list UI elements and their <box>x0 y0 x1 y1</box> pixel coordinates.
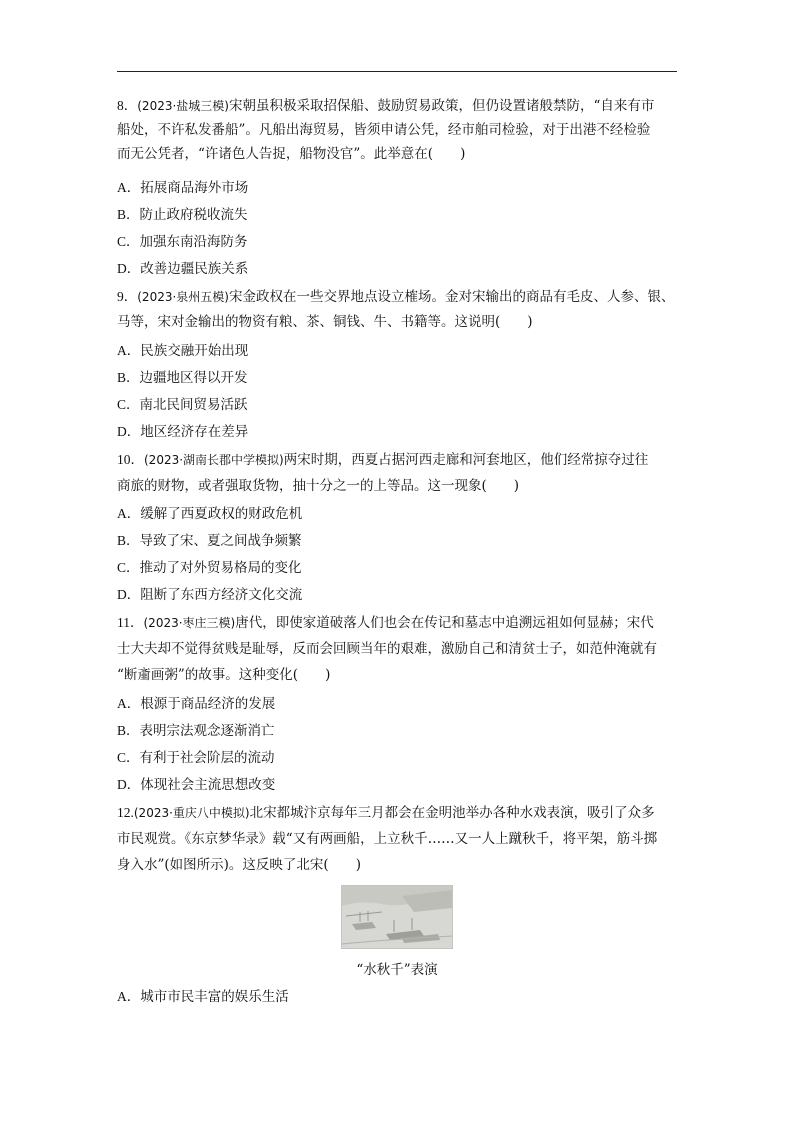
q8-line-1: 8．(2023·盐城三模)宋朝虽积极采取招保船、鼓励贸易政策，但仍设置诸般禁防，“自来有市 <box>117 98 655 114</box>
painting-sketch <box>342 886 452 948</box>
q11-line-3: “断齑画粥”的故事。这种变化( ) <box>117 667 331 683</box>
q12-option-a[interactable]: A．城市市民丰富的娱乐生活 <box>117 989 289 1005</box>
q12-line-2: 市民观赏。《东京梦华录》载“又有两画船，上立秋千……又一人上蹴秋千，将平架，筋斗掷 <box>117 831 658 847</box>
q10-option-d[interactable]: D．阻断了东西方经济文化交流 <box>117 587 303 603</box>
q11-option-c[interactable]: C．有利于社会阶层的流动 <box>117 750 275 766</box>
q11-option-a[interactable]: A．根源于商品经济的发展 <box>117 696 276 712</box>
q9-option-d[interactable]: D．地区经济存在差异 <box>117 424 249 440</box>
q10-option-b[interactable]: B．导致了宋、夏之间战争频繁 <box>117 533 302 549</box>
q8-option-b[interactable]: B．防止政府税收流失 <box>117 207 248 223</box>
q9-option-b[interactable]: B．边疆地区得以开发 <box>117 370 248 386</box>
q8-line-3: 而无公凭者，“许诸色人告捉，船物没官”。此举意在( ) <box>117 146 466 162</box>
figure-caption: “水秋千”表演 <box>356 962 438 978</box>
q8-option-c[interactable]: C．加强东南沿海防务 <box>117 234 248 250</box>
q10-option-c[interactable]: C．推动了对外贸易格局的变化 <box>117 560 302 576</box>
header-rule <box>117 71 677 72</box>
q9-line-1: 9．(2023·泉州五模)宋金政权在一些交界地点设立榷场。金对宋输出的商品有毛皮、人参、银、 <box>117 289 675 305</box>
q11-option-b[interactable]: B．表明宗法观念逐渐消亡 <box>117 723 275 739</box>
q10-option-a[interactable]: A．缓解了西夏政权的财政危机 <box>117 506 303 522</box>
q11-option-d[interactable]: D．体现社会主流思想改变 <box>117 777 276 793</box>
q12-line-1: 12.(2023·重庆八中模拟)北宋都城汴京每年三月都会在金明池举办各种水戏表演，吸引了众多 <box>117 805 655 821</box>
q12-line-3: 身入水”(如图所示)。这反映了北宋( ) <box>117 857 361 873</box>
q11-line-2: 士大夫却不觉得贫贱是耻辱，反而会回顾当年的艰难，激励自己和清贫士子，如范仲淹就有 <box>117 641 657 657</box>
q10-line-2: 商旅的财物，或者强取货物，抽十分之一的上等品。这一现象( ) <box>117 478 520 494</box>
q8-option-a[interactable]: A．拓展商品海外市场 <box>117 180 249 196</box>
q8-option-d[interactable]: D．改善边疆民族关系 <box>117 261 249 277</box>
q11-line-1: 11．(2023·枣庄三模)唐代，即使家道破落人们也会在传记和墓志中追溯远祖如何显赫；宋代 <box>117 615 654 631</box>
q8-line-2: 船处，不许私发番船”。凡船出海贸易，皆须申请公凭，经市舶司检验，对于出港不经检验 <box>117 122 651 138</box>
q9-line-2: 马等，宋对金输出的物资有粮、茶、铜钱、牛、书籍等。这说明( ) <box>117 314 533 330</box>
q9-option-a[interactable]: A．民族交融开始出现 <box>117 343 249 359</box>
q10-line-1: 10．(2023·湖南长郡中学模拟)两宋时期，西夏占据河西走廊和河套地区，他们经常掠夺过往 <box>117 452 649 468</box>
water-swing-painting-image <box>341 885 453 949</box>
q9-option-c[interactable]: C．南北民间贸易活跃 <box>117 397 248 413</box>
